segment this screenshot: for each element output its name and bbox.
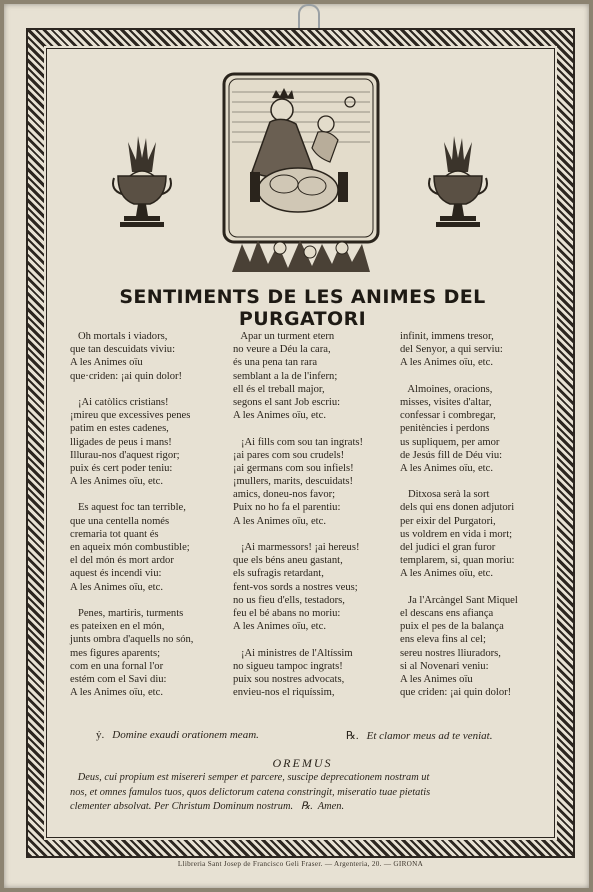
verse-line: fent-vos sords a nostres veus; [233, 581, 358, 593]
verse-line: A les Animes oïu, etc. [233, 410, 326, 422]
verse-line: A les Animes oïu, etc. [400, 568, 493, 580]
verse-line: sereu nostres lliuradors, [400, 647, 501, 659]
verse-line: A les Animes oïu, etc. [70, 581, 163, 593]
verse-line: ¡ai pares com sou crudels! [233, 449, 345, 461]
verse-line: si al Novenari veniu: [400, 660, 489, 672]
verse-line: del judici el gran furor [400, 542, 496, 553]
verse-line: puix el pes de la balança [400, 621, 504, 633]
verse-line: A les Animes oïu, etc. [400, 462, 493, 474]
verse-line: junts ombra d'aquells no són, [70, 634, 194, 646]
verse-line: envieu-nos el riquíssim, [233, 687, 335, 699]
verse-line: que una centella només [70, 515, 170, 527]
verse-line: es pateixen en el món, [70, 621, 165, 633]
verse-line: estém com el Savi diu: [70, 673, 167, 685]
verse-line: A les Animes oïu, etc. [70, 687, 163, 699]
verse-line: en aqueix món combustible; [70, 542, 190, 553]
verse-line: misses, visites d'altar, [400, 396, 492, 408]
verse-line [400, 581, 540, 594]
verse-line: no us fieu d'ells, testadors, [233, 594, 345, 606]
verse-line: els sufragis retardant, [233, 568, 324, 580]
verse-line [70, 383, 230, 396]
verse-line: ¡Ai marmessors! ¡ai hereus! [233, 542, 360, 553]
flaming-heart-vase-icon [424, 132, 492, 232]
verse-line: per eixir del Purgatori, [400, 515, 496, 527]
verse-line: que·criden: ¡ai quin dolor! [70, 370, 183, 382]
verse-line: Puix no ho fa el parentiu: [233, 502, 341, 514]
verse-line [233, 528, 398, 541]
printer-imprint: Llibreria Sant Josep de Francisco Geli Fraser. — Argenteria, 20. — GIRONA [177, 860, 424, 868]
verse-line: ens eleva fins al cel; [400, 634, 486, 646]
verse-line: us voldrem en vida i mort; [400, 528, 513, 540]
verse-line: ¡Ai fills com sou tan ingrats! [233, 436, 364, 448]
verse-line: penitències i perdons [400, 423, 490, 435]
verse-line [400, 475, 540, 488]
verse-line: és una pena tan rara [233, 357, 318, 369]
verse-line: el descans ens afiança [400, 607, 494, 619]
verse-line: A les Animes oïu [400, 673, 473, 685]
verse-line: A les Animes oïu, etc. [400, 357, 493, 369]
versicle [96, 729, 259, 741]
verse-line: el del món és mort ardor [70, 555, 174, 567]
verse-line: puix és cert poder teniu: [70, 462, 173, 474]
verse-line: A les Animes oïu [70, 357, 143, 369]
verse-line: Penes, martiris, turments [70, 607, 184, 619]
verse-line: infinit, immens tresor, [400, 331, 494, 342]
versicle-text: Domine exaudi orationem meam. [112, 729, 259, 741]
verse-line: no veure a Déu la cara, [233, 344, 331, 356]
verse-line: no sigueu tampoc ingrats! [233, 660, 343, 672]
verse-line: ¡Ai ministres de l'Altíssim [233, 647, 353, 659]
verse-line: A les Animes oïu, etc. [233, 621, 326, 633]
printed-sheet [4, 4, 589, 888]
verse-line: ¡mullers, marits, descuidats! [233, 476, 354, 488]
verse-line: lligades de peus i mans! [70, 436, 172, 448]
prayer-line: Deus, cui propium est misereri semper et parcere, suscipe deprecationem nostram ut [70, 772, 430, 783]
verse-line: Es aquest foc tan terrible, [70, 502, 186, 514]
verse-line: ¡ai germans com sou infiels! [233, 462, 354, 474]
verse-line: del Senyor, a qui serviu: [400, 344, 503, 356]
verse-line: patim en estes cadenes, [70, 423, 169, 435]
virgin-and-child-with-souls-in-flames-icon [222, 72, 380, 272]
verse-line [70, 488, 230, 501]
response-text: Et clamor meus ad te veniat. [366, 730, 493, 742]
verse-line: cremaria tot quant és [70, 528, 159, 540]
verse-line: Oh mortals i viadors, [70, 331, 168, 342]
verse-line: Apar un turment etern [233, 331, 335, 342]
verse-line: que els béns aneu gastant, [233, 555, 343, 567]
verse-line: com en una fornal l'or [70, 660, 164, 672]
verse-line: dels qui ens donen adjutori [400, 502, 515, 514]
prayer-line: clementer absolvat. Per Christum Dominum nostrum. ℞. Amen. [70, 801, 345, 813]
verse-line: confessar i combregar, [400, 410, 496, 422]
verse-line: de Jesús fill de Déu viu: [400, 449, 503, 461]
verse-line [70, 594, 230, 607]
verse-line: ¡mireu que excessives penes [70, 410, 191, 422]
verse-line: ¡Ai catòlics cristians! [70, 396, 169, 408]
verse-line: A les Animes oïu, etc. [233, 515, 326, 527]
verse-line: Almoines, oracions, [400, 383, 493, 395]
verse-line [233, 422, 398, 435]
flaming-heart-vase-icon [108, 132, 176, 232]
prayer-line: nos, et omnes famulos tuos, quos delictorum catena constringit, miseratio tuae pietatis [70, 786, 431, 798]
prayer-text [70, 771, 540, 815]
verse-line [233, 633, 398, 646]
verse-line: Ja l'Arcàngel Sant Miquel [400, 594, 518, 606]
verse-column-3 [400, 330, 540, 699]
response-mark: ℞. [346, 730, 359, 742]
verse-line: semblant a la de l'infern; [233, 370, 338, 382]
verse-line: que criden: ¡ai quin dolor! [400, 687, 512, 699]
verse-line: amics, doneu-nos favor; [233, 489, 336, 501]
page-title: SENTIMENTS DE LES ANIMES DEL PURGATORI [119, 286, 486, 330]
oremus-heading: OREMUS [272, 756, 333, 770]
verse-line: segons el sant Job escriu: [233, 396, 341, 408]
verse-line: us supliquem, per amor [400, 436, 500, 448]
versicle-mark: ỷ. [96, 729, 105, 741]
verse-line: aquest és incendi viu: [70, 568, 162, 580]
verse-line: que tan descuidats viviu: [70, 344, 176, 356]
response [346, 729, 493, 742]
verse-line: mes figures aparents; [70, 647, 161, 659]
verse-line: Illurau-nos d'aquest rigor; [70, 449, 180, 461]
verse-column-1 [70, 330, 230, 699]
verse-line: ell és el treball major, [233, 383, 325, 395]
verse-line: Ditxosa serà la sort [400, 489, 490, 501]
verse-line: feu el bé abans no moriu: [233, 607, 341, 619]
verse-column-2 [233, 330, 398, 699]
verse-line [400, 370, 540, 383]
verse-line: templarem, si, quan moriu: [400, 555, 515, 567]
verse-line: puix sou nostres advocats, [233, 673, 345, 685]
verse-line: A les Animes oïu, etc. [70, 476, 163, 488]
